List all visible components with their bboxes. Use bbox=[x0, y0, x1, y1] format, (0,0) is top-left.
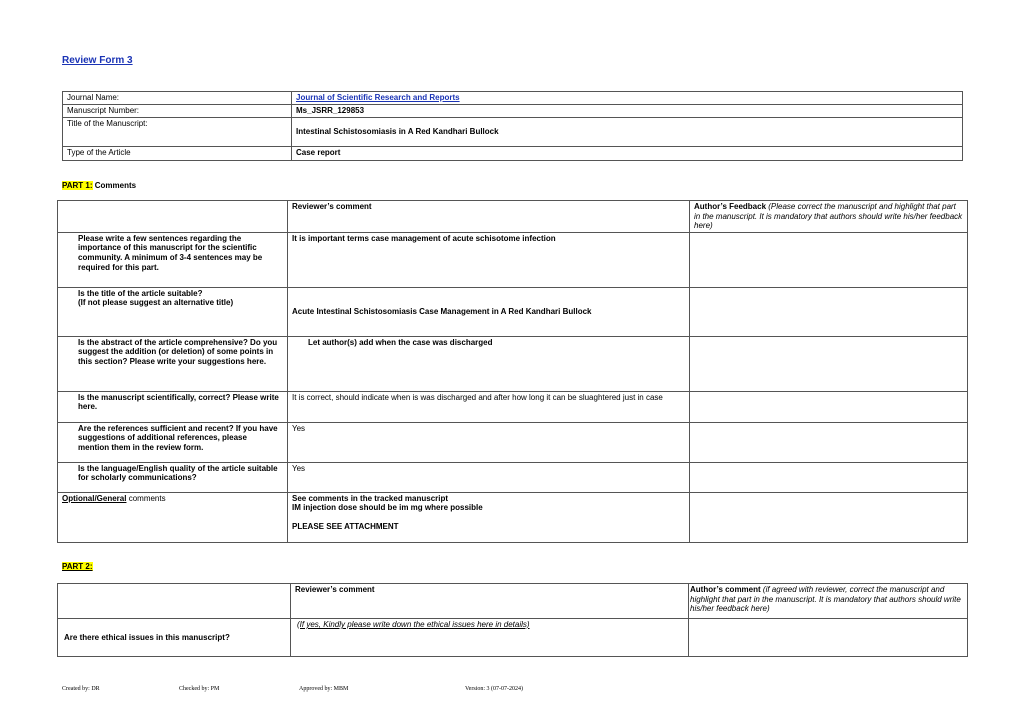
author-feedback-cell[interactable] bbox=[690, 462, 968, 492]
question-scientific: Is the manuscript scientifically, correct? Please write here. bbox=[58, 391, 288, 422]
form-title-link[interactable]: Review Form 3 bbox=[62, 55, 133, 66]
manuscript-info-table bbox=[62, 91, 963, 161]
part2-header-row bbox=[58, 584, 968, 619]
optional-general-label: Optional/General bbox=[62, 493, 127, 503]
question-references: Are the references sufficient and recent? If you have suggestions of additional references, please mention them in the review form. bbox=[58, 422, 288, 462]
optional-comment-line: See comments in the tracked manuscript bbox=[292, 493, 449, 503]
optional-comments-answer bbox=[288, 492, 690, 542]
footer-checked: Checked by: PM bbox=[179, 686, 220, 692]
part2-author-header bbox=[689, 584, 968, 619]
ethics-author-feedback-cell[interactable] bbox=[689, 619, 968, 657]
part2-author-header-italic: (if agreed with reviewer, correct the manuscript and highlight that part in the manuscript. It is mandatory that authors should write his/her feedback here) bbox=[690, 585, 961, 614]
optional-comment-line: IM injection dose should be im mg where possible bbox=[292, 503, 483, 513]
manuscript-number-label: Manuscript Number: bbox=[63, 105, 292, 118]
author-feedback-cell[interactable] bbox=[690, 287, 968, 336]
title-label: Title of the Manuscript: bbox=[63, 118, 292, 147]
author-feedback-cell[interactable] bbox=[690, 492, 968, 542]
author-feedback-cell[interactable] bbox=[690, 422, 968, 462]
part1-comments-table bbox=[57, 200, 968, 543]
form-title bbox=[62, 55, 133, 67]
type-row bbox=[63, 147, 963, 161]
part2-ethics-table bbox=[57, 583, 968, 657]
journal-row bbox=[63, 92, 963, 105]
ethics-instruction: (If yes, Kindly please write down the ethical issues here in details) bbox=[291, 619, 689, 657]
journal-value bbox=[292, 92, 963, 105]
footer-version: Version: 3 (07-07-2024) bbox=[465, 686, 523, 692]
optional-comment-line: PLEASE SEE ATTACHMENT bbox=[292, 521, 399, 531]
manuscript-number-value: Ms_JSRR_129853 bbox=[292, 105, 963, 118]
title-value: Intestinal Schistosomiasis in A Red Kandhari Bullock bbox=[292, 118, 963, 147]
footer-approved: Approved by: MBM bbox=[299, 686, 349, 692]
part1-row-title bbox=[58, 287, 968, 336]
part1-row-optional bbox=[58, 492, 968, 542]
part1-row-references bbox=[58, 422, 968, 462]
author-feedback-cell[interactable] bbox=[690, 336, 968, 391]
part1-label-highlight: PART 1: bbox=[62, 181, 93, 190]
part1-row-language bbox=[58, 462, 968, 492]
journal-link[interactable]: Journal of Scientific Research and Reports bbox=[296, 93, 460, 102]
journal-label: Journal Name: bbox=[63, 92, 292, 105]
footer-created: Created by: DR bbox=[62, 686, 100, 692]
part1-header-row bbox=[58, 201, 968, 233]
part2-label-highlight: PART 2: bbox=[62, 562, 93, 571]
part2-ethics-row bbox=[58, 619, 968, 657]
part2-label bbox=[62, 562, 93, 572]
part1-label-suffix: Comments bbox=[94, 181, 137, 190]
manuscript-number-row bbox=[63, 105, 963, 118]
author-feedback-cell[interactable] bbox=[690, 232, 968, 287]
author-feedback-cell[interactable] bbox=[690, 391, 968, 422]
question-abstract: Is the abstract of the article comprehensive? Do you suggest the addition (or deletion) of some points in this section? Please write your suggestions here. bbox=[58, 336, 288, 391]
optional-comments-suffix: comments bbox=[128, 493, 166, 503]
title-row bbox=[63, 118, 963, 147]
part1-author-header-italic: (Please correct the manuscript and highlight that part in the manuscript. It is mandatory that authors should write his/her feedback here) bbox=[694, 202, 963, 231]
ethics-question: Are there ethical issues in this manuscript? bbox=[58, 619, 291, 657]
part1-label bbox=[62, 181, 136, 191]
part1-reviewer-header: Reviewer’s comment bbox=[288, 201, 690, 233]
part1-header-empty bbox=[58, 201, 288, 233]
optional-comments-label bbox=[58, 492, 288, 542]
answer-importance: It is important terms case management of acute schisotome infection bbox=[288, 232, 690, 287]
answer-language: Yes bbox=[288, 462, 690, 492]
answer-title: Acute Intestinal Schistosomiasis Case Management in A Red Kandhari Bullock bbox=[288, 287, 690, 336]
part1-author-header bbox=[690, 201, 968, 233]
part1-author-header-bold: Author’s Feedback bbox=[694, 202, 767, 211]
part2-author-header-bold: Author’s comment bbox=[690, 585, 761, 594]
answer-abstract: Let author(s) add when the case was discharged bbox=[288, 336, 690, 391]
question-title: Is the title of the article suitable? (If not please suggest an alternative title) bbox=[58, 287, 288, 336]
question-language: Is the language/English quality of the article suitable for scholarly communications? bbox=[58, 462, 288, 492]
question-importance: Please write a few sentences regarding the importance of this manuscript for the scientific community. A minimum of 3-4 sentences may be required for this part. bbox=[58, 232, 288, 287]
part2-reviewer-header: Reviewer’s comment bbox=[291, 584, 689, 619]
part1-row-abstract bbox=[58, 336, 968, 391]
type-value: Case report bbox=[292, 147, 963, 161]
part1-row-scientific bbox=[58, 391, 968, 422]
answer-references: Yes bbox=[288, 422, 690, 462]
part1-row-importance bbox=[58, 232, 968, 287]
answer-scientific: It is correct, should indicate when is was discharged and after how long it can be sluaghtered just in case bbox=[288, 391, 690, 422]
type-label: Type of the Article bbox=[63, 147, 292, 161]
part2-header-empty bbox=[58, 584, 291, 619]
